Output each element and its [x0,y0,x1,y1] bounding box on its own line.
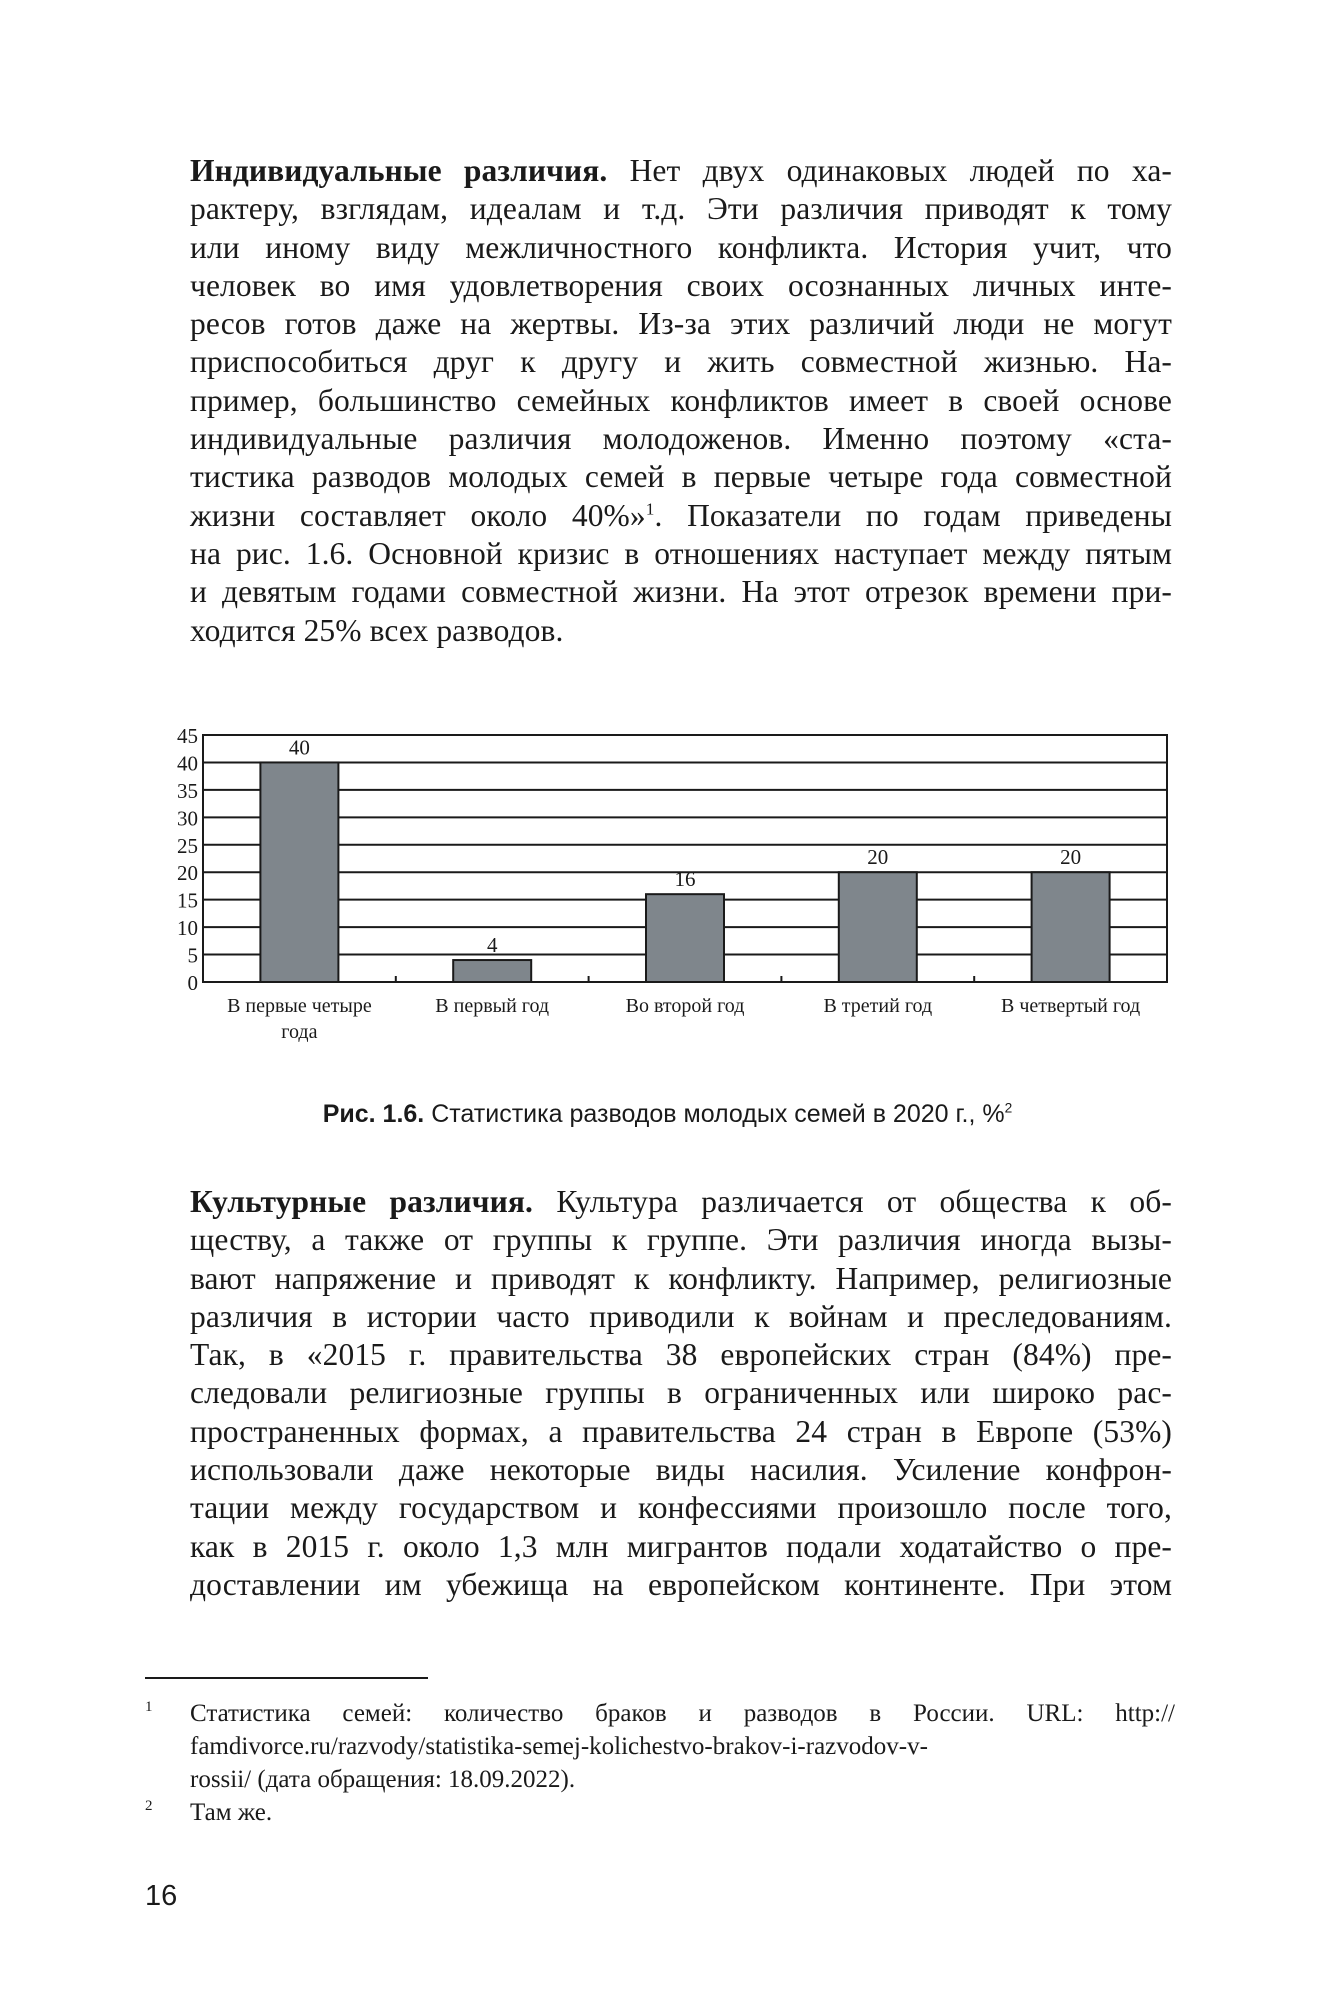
paragraph-line: Так, в «2015 г. правительства 38 европейских стран (84%) пре- [190,1337,1172,1373]
x-category-label: В первые четыре [227,995,372,1017]
line-text: жизни составляет около 40%» [190,497,646,533]
data-label: 4 [486,933,498,958]
paragraph-line: и девятым годами совместной жизни. На этот отрезок времени при- [190,574,1172,610]
paragraph-line: человек во имя удовлетворения своих осознанных личных инте- [190,267,1172,303]
bar [646,894,724,982]
y-tick-label: 0 [187,971,198,995]
paragraph-line: пример, большинство семейных конфликтов имеет в своей основе [190,382,1172,418]
footnote-ref: 1 [645,499,655,519]
x-category-label: В четвертый год [1001,995,1141,1017]
line-text: . Показатели по годам приведены [654,497,1172,533]
y-tick-label: 30 [177,806,198,831]
chart-svg [150,715,1210,1055]
footnote-2 [145,1796,1175,1829]
paragraph-line [190,1183,1172,1221]
paragraph-lead: Индивидуальные различия. [190,153,608,188]
paragraph-line: доставлении им убежища на европейском континенте. При этом [190,1566,1172,1602]
bar [1032,872,1110,982]
paragraph-line [190,152,1172,190]
paragraph-line: приспособиться друг к другу и жить совместной жизнью. На- [190,344,1172,380]
x-category-label: Во второй год [625,995,745,1017]
footnote-line: Статистика семей: количество браков и разводов в России. URL: http:// [190,1700,1175,1727]
paragraph-line: ресов готов даже на жертвы. Из-за этих различий люди не могут [190,306,1172,342]
footnote-1 [145,1697,1175,1796]
data-label: 16 [674,867,696,892]
paragraph-individual-differences [190,152,1172,650]
paragraph-line: на рис. 1.6. Основной кризис в отношениях наступает между пятым [190,535,1172,571]
bar [453,960,531,982]
y-tick-label: 35 [177,778,198,803]
paragraph-line: как в 2015 г. около 1,3 млн мигрантов подали ходатайство о пре- [190,1528,1172,1564]
paragraph-cultural-differences [190,1183,1172,1604]
paragraph-line: или иному виду межличностного конфликта. История учит, что [190,229,1172,265]
paragraph-lead: Культурные различия. [190,1184,534,1219]
figure-caption [0,1100,1335,1129]
bar-chart [150,715,1210,1055]
y-tick-label: 20 [177,861,198,886]
paragraph-line: тации между государством и конфессиями произошло после того, [190,1490,1172,1526]
footnote-divider [145,1677,428,1679]
paragraph-line: следовали религиозные группы в ограниченных или широко рас- [190,1375,1172,1411]
y-tick-label: 40 [177,751,198,776]
bar [260,762,338,982]
caption-label: Рис. 1.6. [322,1100,425,1128]
y-tick-label: 25 [177,833,198,858]
y-tick-label: 15 [177,888,198,913]
page-number: 16 [145,1880,178,1912]
paragraph-line: ществу, а также от группы к группе. Эти различия иногда вызы- [190,1222,1172,1258]
footnote-mark: 1 [145,1699,153,1715]
x-category-label: В третий год [823,995,933,1017]
line-text: Нет двух одинаковых людей по ха- [607,153,1172,188]
footnotes [145,1697,1175,1829]
y-tick-label: 10 [177,916,198,941]
data-label: 20 [1060,845,1082,870]
paragraph-line: различия в истории часто приводили к войнам и преследованиям. [190,1298,1172,1334]
footnote-mark: 2 [145,1798,153,1814]
y-tick-label: 45 [177,724,198,748]
footnote-line: rossii/ (дата обращения: 18.09.2022). [190,1766,576,1793]
x-category-label: В первый год [435,995,550,1017]
bar [839,872,917,982]
y-tick-label: 5 [187,943,198,968]
paragraph-line: тистика разводов молодых семей в первые четыре года совместной [190,459,1172,495]
x-category-label: года [281,1021,318,1043]
paragraph-line [190,497,1172,535]
paragraph-line: пространенных формах, а правительства 24 стран в Европе (53%) [190,1413,1172,1449]
line-text: Культура различается от общества к об- [533,1184,1172,1219]
footnote-line: famdivorce.ru/razvody/statistika-semej-kolichestvo-brakov-i-razvodov-v- [190,1733,928,1760]
data-label: 20 [867,845,889,870]
paragraph-line: использовали даже некоторые виды насилия. Усиление конфрон- [190,1452,1172,1488]
paragraph-line: ходится 25% всех разводов. [190,612,564,648]
paragraph-line: вают напряжение и приводят к конфликту. Например, религиозные [190,1260,1172,1296]
caption-text: Статистика разводов молодых семей в 2020 г., % [424,1100,1005,1128]
data-label: 40 [288,735,310,760]
footnote-line: Там же. [190,1799,273,1826]
paragraph-line: индивидуальные различия молодоженов. Именно поэтому «ста- [190,421,1172,457]
footnote-ref: 2 [1004,1100,1013,1116]
paragraph-line: рактеру, взглядам, идеалам и т.д. Эти различия приводят к тому [190,191,1172,227]
